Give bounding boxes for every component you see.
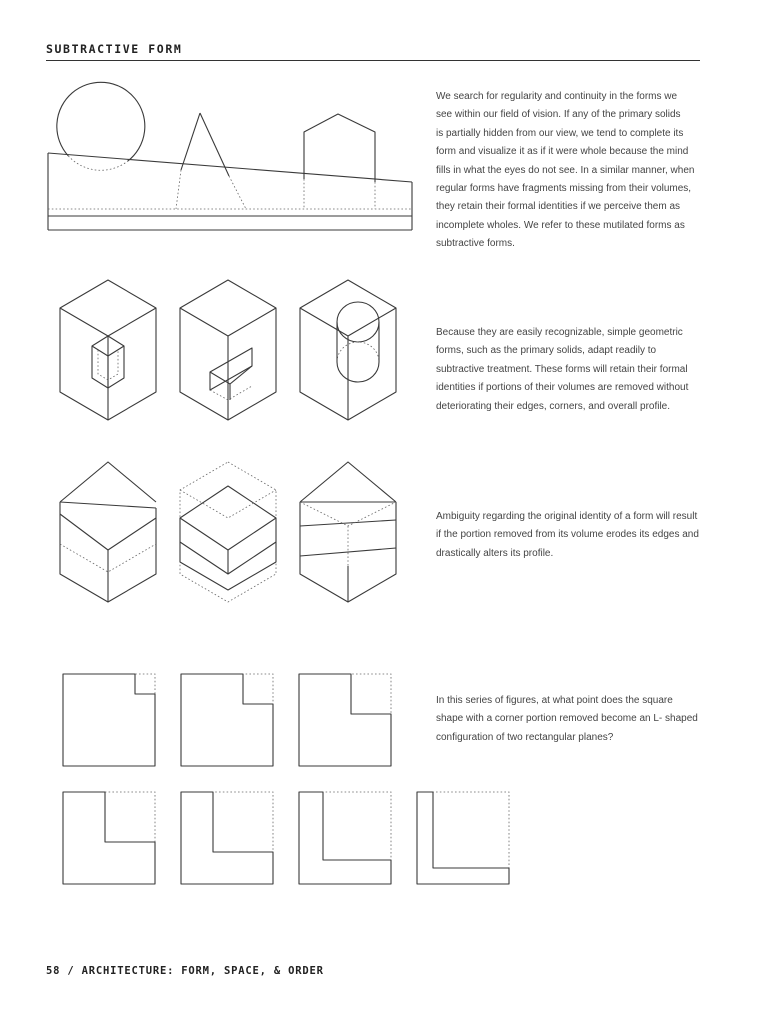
triangle-shape xyxy=(176,113,246,209)
text-line: deteriorating their edges, corners, and overall profile. xyxy=(436,400,671,412)
paragraph-subtractive-treatment xyxy=(436,324,689,416)
paragraph-intro xyxy=(436,88,695,254)
text-line: shape with a corner portion removed become an L- shaped xyxy=(436,713,698,725)
cube-sliced-diagonal xyxy=(60,462,156,602)
text-line: configuration of two rectangular planes? xyxy=(436,731,614,743)
text-line: subtractive forms. xyxy=(436,238,515,250)
text-line: is partially hidden from our view, we tend to complete its xyxy=(436,127,684,139)
section-title: SUBTRACTIVE FORM xyxy=(46,42,183,56)
text-line: subtractive treatment. These forms will retain their formal xyxy=(436,363,688,375)
text-line: form and visualize it as if it were whole because the mind xyxy=(436,146,689,158)
figure-subtracted-cubes xyxy=(55,275,415,425)
cube-all-corners-removed xyxy=(180,462,276,602)
square-2 xyxy=(181,674,273,766)
square-1 xyxy=(63,674,155,766)
slab-shape xyxy=(48,153,412,230)
text-line: incomplete wholes. We refer to these mutilated forms as xyxy=(436,219,685,231)
text-line: drastically alters its profile. xyxy=(436,547,554,559)
paragraph-ambiguity xyxy=(436,508,699,563)
text-line: identities if portions of their volumes are removed without xyxy=(436,382,689,394)
square-3 xyxy=(299,674,391,766)
text-line: fills in what the eyes do not see. In a similar manner, when xyxy=(436,164,695,176)
cube-tilted-slice xyxy=(300,462,396,602)
text-line: if the portion removed from its volume erodes its edges and xyxy=(436,529,699,541)
text-line: see within our field of vision. If any of the primary solids xyxy=(436,109,681,121)
pentagon-shape xyxy=(304,114,375,209)
text-line: We search for regularity and continuity in the forms we xyxy=(436,91,678,102)
cube-corner-notch xyxy=(60,280,156,420)
text-line: regular forms have fragments missing from their volumes, xyxy=(436,183,692,195)
text-line: they retain their formal identities if we perceive them as xyxy=(436,201,680,213)
figure-hidden-solids xyxy=(40,105,420,235)
cube-face-cut xyxy=(180,280,276,420)
square-7 xyxy=(417,792,509,884)
text-line: In this series of figures, at what point does the square xyxy=(436,695,673,706)
text-line: forms, such as the primary solids, adapt readily to xyxy=(436,345,657,357)
page-header xyxy=(46,41,700,61)
text-line: Ambiguity regarding the original identity of a form will result xyxy=(436,511,698,522)
cube-cylinder-cut xyxy=(300,280,396,420)
figure-square-series xyxy=(60,672,520,902)
square-4 xyxy=(63,792,155,884)
square-5 xyxy=(181,792,273,884)
figure-eroded-cubes xyxy=(55,457,415,607)
text-line: Because they are easily recognizable, simple geometric xyxy=(436,327,683,338)
square-6 xyxy=(299,792,391,884)
page-footer: 58 / ARCHITECTURE: FORM, SPACE, & ORDER xyxy=(46,965,324,977)
